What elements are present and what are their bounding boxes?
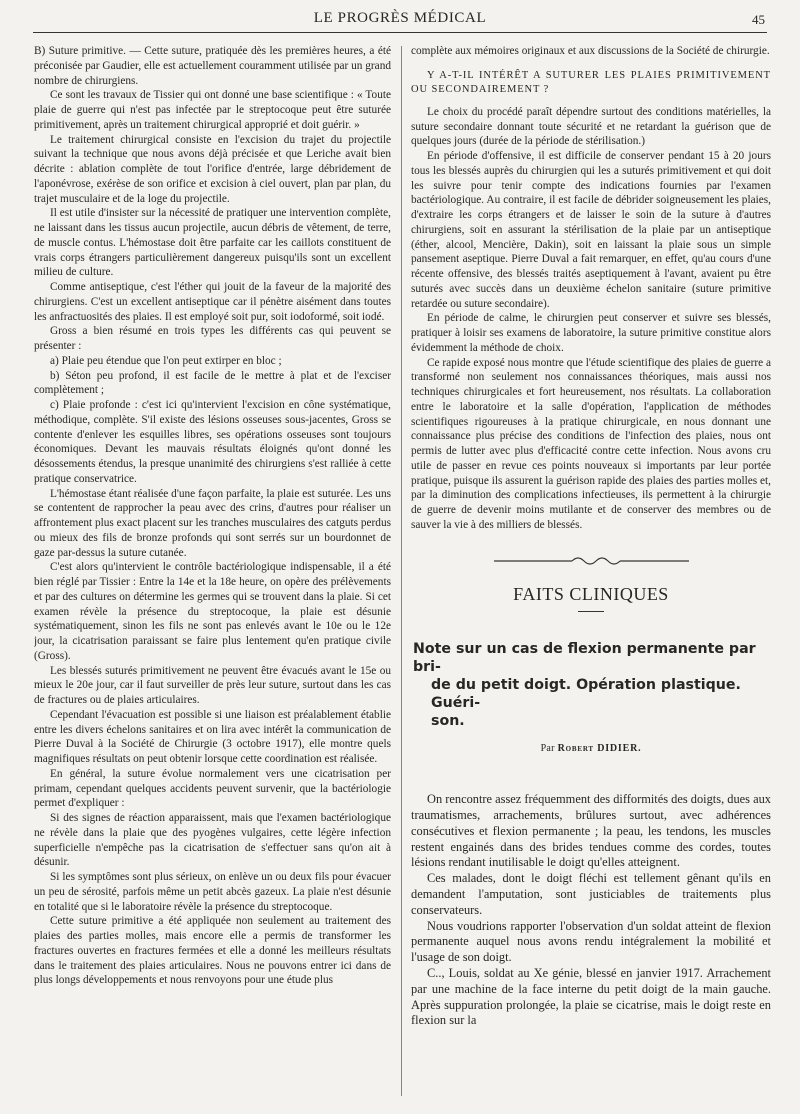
title-rule <box>578 611 604 612</box>
paragraph: C.., Louis, soldat au Xe génie, blessé en janvier 1917. Arrachement par une machine de la face interne du petit doigt de la main gauche. Après suppuration prolongée, la plaie se cicatrise, mais le doigt reste en flexion sur la <box>411 966 771 1028</box>
list-item: c) Plaie profonde : c'est ici qu'intervient l'excision en cône systématique, méthodique, complète. S'il existe des lésions osseuses sous-jacentes, Gross se contente d'enlever les esquilles libres, ses opérations osseuses sont toujours économiques. Devant les mauvais résultats éloignés qu'ont donné les désossements étendus, la presque unanimité des chirurgiens s'est ralliée à cette pratique conservatrice. <box>34 399 391 485</box>
paragraph: B) Suture primitive. — Cette suture, pratiquée dès les premières heures, a été préconisée par Gaudier, elle est actuellement couramment utilisée par un grand nombre de chirurgiens. <box>34 45 391 87</box>
paragraph: Gross a bien résumé en trois types les différents cas qui peuvent se présenter : <box>34 325 391 352</box>
article-title <box>411 640 771 730</box>
article-title-line: son. <box>431 712 465 729</box>
author-name: Robert DIDIER. <box>557 742 642 754</box>
section-heading: Y A-T-IL INTÉRÊT A SUTURER LES PLAIES PRIMITIVEMENT OU SECONDAIREMENT ? <box>411 69 771 95</box>
paragraph: complète aux mémoires originaux et aux discussions de la Société de chirurgie. <box>411 45 770 57</box>
right-column <box>411 44 771 1104</box>
flourish-ornament <box>494 553 689 569</box>
paragraph: Le choix du procédé paraît dépendre surtout des conditions matérielles, la suture secondaire donnant toute sécurité et ne retardant la guérison que de quelques jours (durée de la période de stérilisation.) <box>411 105 771 148</box>
article-title-line: de du petit doigt. Opération plastique. Guéri- <box>431 676 741 711</box>
paragraph: Ce sont les travaux de Tissier qui ont donné une base scientifique : « Toute plaie de guerre qui n'est pas infectée par le streptocoque peut être suturée primitivement, après un traitement chirurgical approprié et doit guérir. » <box>34 89 391 131</box>
paragraph: En période d'offensive, il est difficile de conserver pendant 15 à 20 jours tous les blessés auprès du chirurgien qui les a suturés primitivement et qui doit les suivre pour tenir compte des indications fournies par l'examen bactériologique. Au contraire, il est facile de débrider soigneusement les plaies, d'extraire les corps étrangers et de laisser le soin de la suture à d'autres chirurgiens, soit en assurant la stérilisation de la plaie par un antiseptique (éther, alcool, Mencière, Dakin), soit en laissant la plaie sous un simple pansement aseptique. Pierre Duval a fait remarquer, en effet, qu'au cours d'une récente offensive, des blessés traités aseptiquement à l'avant, avaient pu être suturés avec succès dans un deuxième échelon sanitaire (suture primitive retardée ou suture secondaire). <box>411 150 771 310</box>
paragraph: Si des signes de réaction apparaissent, mais que l'examen bactériologique ne révèle dans la plaie que des pyogènes vulgaires, cette légère infection superficielle n'empêche pas la cicatrisation de s'effectuer sans qu'on ait à désunir. <box>34 812 391 869</box>
paragraph: Les blessés suturés primitivement ne peuvent être évacués avant le 15e ou mieux le 20e jour, car il faut surveiller de près leur suture, surtout dans les cas de fractures ou de plaies articulaires. <box>34 664 391 706</box>
paragraph: L'hémostase étant réalisée d'une façon parfaite, la plaie est suturée. Les uns se contentent de rapprocher la peau avec des crins, d'autres pour réaliser un affrontement plus exact placent sur les tranches musculaires des catguts perdus ou mieux des fils de bronze profonds qui sont serrés sur un bourdonnet de gaze par-dessus la suture cutanée. <box>34 487 391 559</box>
page-header <box>0 0 800 32</box>
header-rule <box>33 32 767 33</box>
section-title: FAITS CLINIQUES <box>513 583 669 604</box>
list-item: a) Plaie peu étendue que l'on peut extirper en bloc ; <box>50 354 282 367</box>
paragraph: Ces malades, dont le doigt fléchi est tellement gênant qu'ils en demandent l'amputation, sont justiciables de traitements plus conservateurs. <box>411 871 771 917</box>
running-title: LE PROGRÈS MÉDICAL <box>313 10 487 26</box>
list-item: b) Séton peu profond, il est facile de le mettre à plat et de l'exciser complètement ; <box>34 369 391 397</box>
paragraph: Si les symptômes sont plus sérieux, on enlève un ou deux fils pour évacuer un peu de sérosité, parfois même un petit abcès gazeux. La plaie n'est désunie en totalité que si le laboratoire révèle la présence du streptocoque. <box>34 871 391 913</box>
paragraph: En période de calme, le chirurgien peut conserver et suivre ses blessés, pratiquer à loisir ses examens de laboratoire, la suture primitive constitue alors évidemment la méthode de choix. <box>411 312 771 354</box>
paragraph: Cette suture primitive a été appliquée non seulement au traitement des plaies des parties molles, mais encore elle a permis de transformer les fractures ouvertes en fractures fermées et elle a donné les meilleurs résultats dans le traitement des plaies articulaires. Nous ne pouvons entrer ici dans de plus longs développements et nous renvoyons pour une étude plus <box>34 915 391 987</box>
paragraph: Le traitement chirurgical consiste en l'excision du trajet du projectile suivant la technique que nous avons déjà précisée et que Leriche avait bien décrite : ablation complète de tout l'orifice d'entrée, large débridement de l'aponévrose, exérèse de son orifice et excision à ciel ouvert, plan par plan, du trajet musculaire et de la loge du projectile. <box>34 133 391 205</box>
author-byline <box>411 742 771 757</box>
paragraph: Ce rapide exposé nous montre que l'étude scientifique des plaies de guerre a transformé non seulement nos connaissances théoriques, mais aussi nos techniques chirurgicales et fort heureusement, nos résultats. La collaboration entre le laboratoire et la salle d'opération, l'application de méthodes scientifiques rigoureuses à la pratique chirurgicale, en nous donnant une connaissance plus précise des conditions de l'infection des plaies, nous ont permis de lutter avec plus d'efficacité contre cette infection. Nous avons cru utile de passer en revue ces points nouveaux si importants par leur portée pratique, puisque ils assurent la guérison rapide des plaies des parties molles et, par la diminution des complications infectieuses, ils permettent à la chirurgie de guerre de devenir moins mutilante et de conserver des membres ou de sauver la vie à des milliers de blessés. <box>411 356 771 531</box>
paragraph: En général, la suture évolue normalement vers une cicatrisation per primam, cependant quelques accidents peuvent survenir, que la bactériologie permet d'expliquer : <box>34 767 391 810</box>
paragraph: Comme antiseptique, c'est l'éther qui jouit de la faveur de la majorité des chirurgiens. C'est un excellent antiseptique car il pénètre aisément dans toutes les anfractuosités des plaies. Il est employé soit pur, soit iodoformé, soit iodé. <box>34 281 391 323</box>
page-number: 45 <box>752 12 765 27</box>
paragraph: Il est utile d'insister sur la nécessité de pratiquer une intervention complète, ne laissant dans les tissus aucun projectile, aucun débris de vêtement, de terre, de muscle contus. L'hémostase doit être parfaite car les caillots constituent de vrais corps étrangers particulièrement dangereux puisqu'ils sont un excellent milieu de culture. <box>34 207 391 279</box>
article-title-line: Note sur un cas de flexion permanente par bri- <box>413 640 756 675</box>
paragraph: Cependant l'évacuation est possible si une liaison est préalablement établie entre les divers échelons sanitaires et on lira avec intérêt la communication de Pierre Duval à la Société de Chirurgie (3 octobre 1917), elle montre quels magnifiques résultats on peut obtenir lorsque cette coordination est réalisée. <box>34 708 391 765</box>
author-prefix: Par <box>540 742 555 754</box>
paragraph: Nous voudrions rapporter l'observation d'un soldat atteint de flexion permanente auquel nous avons rendu intégralement la mobilité et l'usage de son doigt. <box>411 918 771 965</box>
article-body <box>411 792 771 1029</box>
paragraph: C'est alors qu'intervient le contrôle bactériologique indispensable, il a été bien réglé par Tissier : Entre la 14e et la 18e heure, on opère des prélèvements et par des cultures on détermine les germes qui se trouvent dans la plaie. Si cet examen révèle la présence du streptocoque, la plaie est désunie systématiquement, sinon les fils ne sont pas enlevés avant le 10e ou le 12e jour, la cicatrisation paraissant se faire plus lentement qu'en pratique civile (Gross). <box>34 561 391 662</box>
left-column <box>34 44 391 1104</box>
paragraph: On rencontre assez fréquemment des difformités des doigts, dues aux traumatismes, arrachements, brûlures surtout, avec adhérences consécutives et flexion permanente ; la peau, les tendons, les muscles restent engainés dans des brides tendues comme des cordes, toutes lésions rendant inutilisable le doigt qu'elles atteignent. <box>411 792 771 870</box>
column-divider <box>401 46 402 1096</box>
